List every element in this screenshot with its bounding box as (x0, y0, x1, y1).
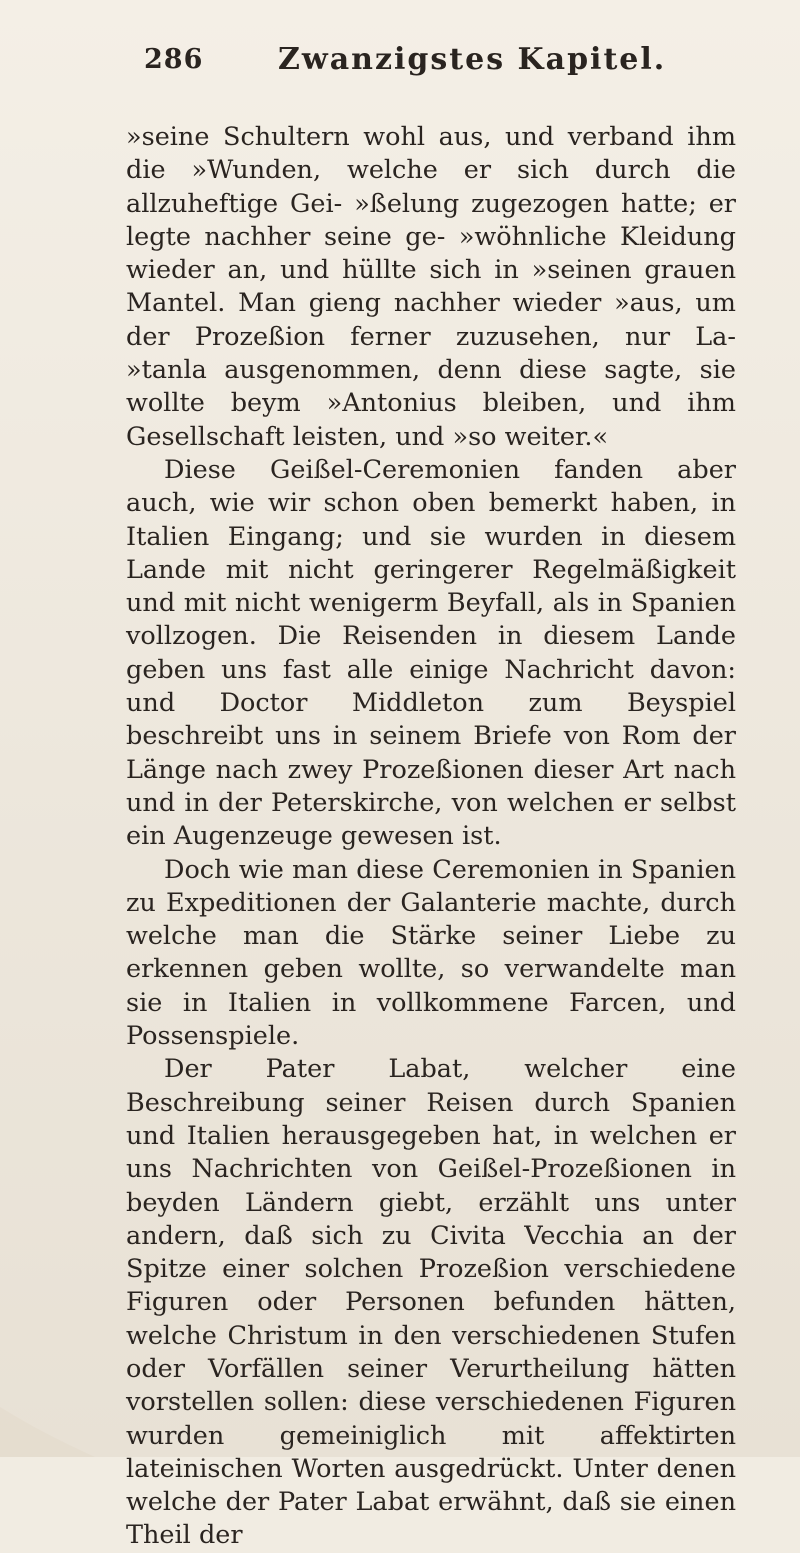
body-text (126, 121, 736, 1553)
paragraph-galanterie: Doch wie man diese Ceremonien in Spanien zu Expeditionen der Galanterie machte, durch welche man die Stärke seiner Liebe zu erkennen geben wollte, so verwandelte man sie in Italien in vollkommene Farcen, und Possenspiele. (126, 854, 736, 1052)
page-header (108, 36, 728, 96)
page-number: 286 (144, 44, 204, 75)
running-title: Zwanzigstes Kapitel. (278, 42, 667, 77)
paragraph-quote-continuation: »seine Schultern wohl aus, und verband ihm die »Wunden, welche er sich durch die allzuheftige Gei- »ßelung zugezogen hatte; er legte nachher seine ge- »wöhnliche Kleidung wieder an, und hüllte sich in »seinen grauen Mantel. Man gieng nachher wieder »aus, um der Prozeßion ferner zuzusehen, nur La- »tanla ausgenommen, denn diese sagte, sie wollte beym »Antonius bleiben, und ihm Gesellschaft leisten, und »so weiter.« (126, 122, 736, 452)
page-corner-fold (0, 1337, 150, 1457)
paragraph-pater-labat: Der Pater Labat, welcher eine Beschreibung seiner Reisen durch Spanien und Italien herausgegeben hat, in welchen er uns Nachrichten von Geißel-Prozeßionen in beyden Ländern giebt, erzählt uns unter andern, daß sich zu Civita Vecchia an der Spitze einer solchen Prozeßion verschiedene Figuren oder Personen befunden hätten, welche Christum in den verschiedenen Stufen oder Vorfällen seiner Verurtheilung hätten vorstellen sollen: diese verschiedenen Figuren wurden gemeiniglich mit affektirten lateinischen Worten ausgedrückt. Unter denen welche der Pater Labat erwähnt, daß sie einen Theil der (126, 1054, 736, 1551)
paragraph-flagellation-italy: Diese Geißel-Ceremonien fanden aber auch, wie wir schon oben bemerkt haben, in Italien Eingang; und sie wurden in diesem Lande mit nicht geringerer Regelmäßigkeit und mit nicht wenigerm Beyfall, als in Spanien vollzogen. Die Reisenden in diesem Lande geben uns fast alle einige Nachricht davon: und Doctor Middleton zum Beyspiel beschreibt uns in seinem Briefe von Rom der Länge nach zwey Prozeßionen dieser Art nach und in der Peterskirche, von welchen er selbst ein Augenzeuge gewesen ist. (126, 454, 736, 852)
